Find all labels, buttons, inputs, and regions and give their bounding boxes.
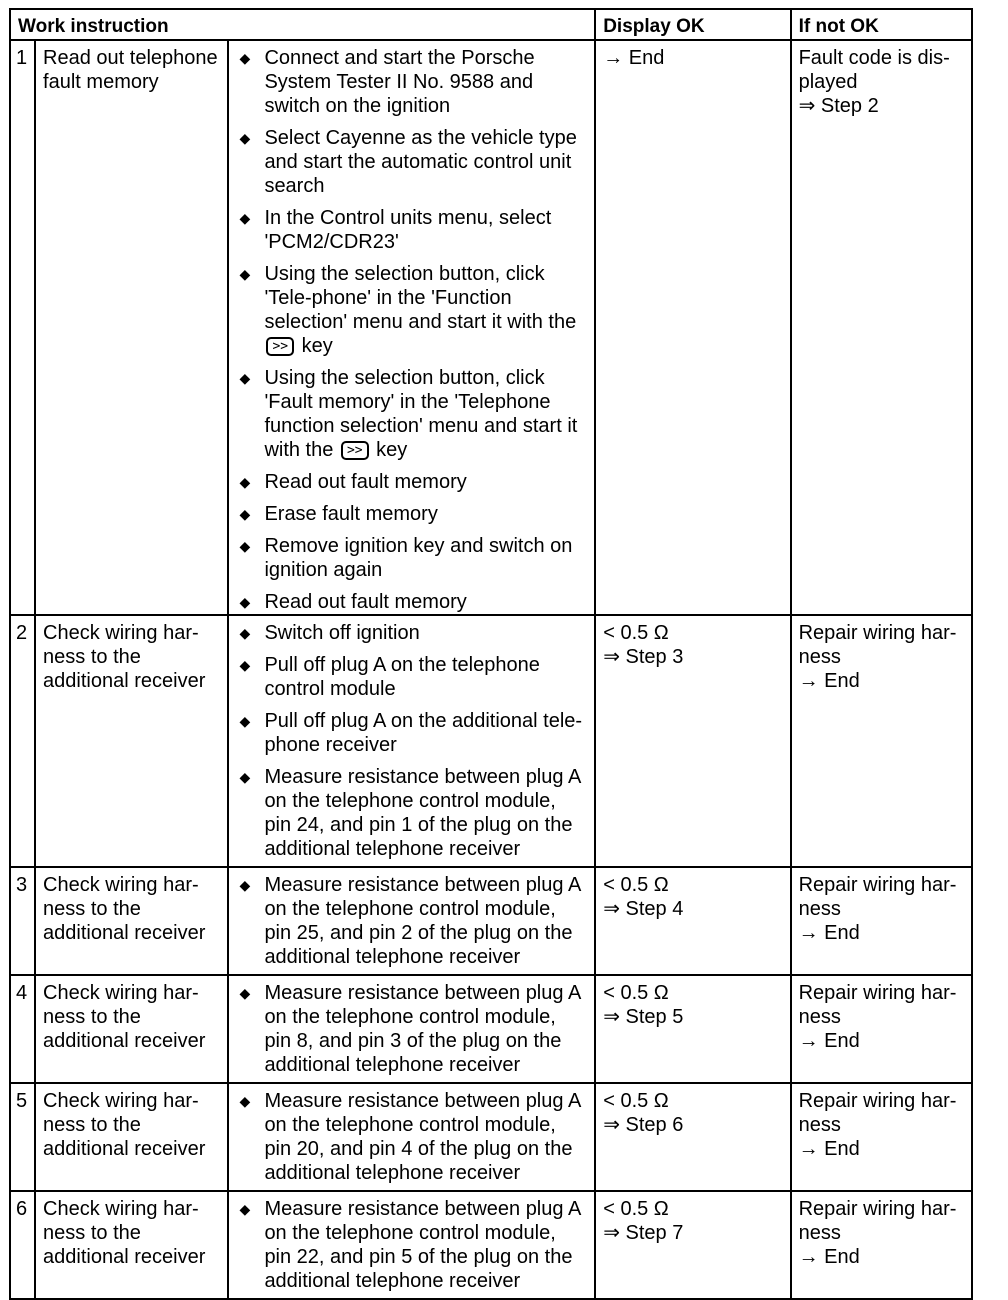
- if-not-ok-cell: Repair wiring har-ness → End: [791, 975, 972, 1083]
- diamond-bullet-icon: ◆: [239, 713, 251, 729]
- list-item: ◆ Read out fault memory: [239, 591, 467, 613]
- list-item: ◆ Select Cayenne as the vehicle type and start the automatic control unit search: [239, 127, 577, 197]
- diamond-bullet-icon: ◆: [239, 538, 251, 554]
- diamond-bullet-icon: ◆: [239, 266, 251, 282]
- if-not-ok-cell: Fault code is dis-played ⇒ Step 2: [791, 40, 972, 615]
- display-ok-cell: < 0.5 Ω ⇒ Step 3: [595, 615, 790, 867]
- step-actions: [228, 615, 595, 867]
- step-title: Check wiring har-ness to the additional receiver: [35, 975, 228, 1083]
- diamond-bullet-icon: ◆: [239, 474, 251, 490]
- table-row: [10, 40, 972, 615]
- diamond-bullet-icon: ◆: [239, 370, 251, 386]
- step-title: Check wiring har-ness to the additional receiver: [35, 1191, 228, 1299]
- step-number: 4: [10, 975, 35, 1083]
- forward-key-icon: >>: [341, 441, 369, 460]
- diamond-bullet-icon: ◆: [239, 130, 251, 146]
- list-item: ◆ Measure resistance between plug A on the telephone control module, pin 22, and pin 5 of the plug on the additional telephone receiver: [239, 1198, 581, 1292]
- list-item: ◆ Measure resistance between plug A on the telephone control module, pin 8, and pin 3 of the plug on the additional telephone receiver: [239, 982, 581, 1076]
- step-number: 2: [10, 615, 35, 867]
- diamond-bullet-icon: ◆: [239, 769, 251, 785]
- step-actions: [228, 867, 595, 975]
- display-ok-cell: < 0.5 Ω ⇒ Step 5: [595, 975, 790, 1083]
- diamond-bullet-icon: ◆: [239, 657, 251, 673]
- display-ok-cell: < 0.5 Ω ⇒ Step 4: [595, 867, 790, 975]
- step-title: Check wiring har-ness to the additional receiver: [35, 867, 228, 975]
- display-ok-cell: < 0.5 Ω ⇒ Step 7: [595, 1191, 790, 1299]
- list-item: ◆ Pull off plug A on the additional tele-phone receiver: [239, 710, 583, 756]
- list-item: ◆ Remove ignition key and switch on ignition again: [239, 535, 573, 581]
- list-item: ◆ Using the selection button, click 'Fault memory' in the 'Telephone function selection' menu and start it with the >> key: [239, 367, 578, 461]
- list-item: ◆ Measure resistance between plug A on the telephone control module, pin 24, and pin 1 of the plug on the additional telephone receiver: [239, 766, 581, 860]
- step-title: Read out telephone fault memory: [35, 40, 228, 615]
- table-row: [10, 1191, 972, 1299]
- list-item: ◆ Erase fault memory: [239, 503, 438, 525]
- diamond-bullet-icon: ◆: [239, 1201, 251, 1217]
- table-row: [10, 1083, 972, 1191]
- list-item: ◆ Read out fault memory: [239, 471, 467, 493]
- list-item: ◆ Measure resistance between plug A on the telephone control module, pin 20, and pin 4 of the plug on the additional telephone receiver: [239, 1090, 581, 1184]
- step-title: Check wiring har-ness to the additional receiver: [35, 1083, 228, 1191]
- diamond-bullet-icon: ◆: [239, 1093, 251, 1109]
- if-not-ok-cell: Repair wiring har-ness → End: [791, 1191, 972, 1299]
- work-instruction-table: [9, 8, 973, 1300]
- forward-key-icon: >>: [266, 337, 294, 356]
- diamond-bullet-icon: ◆: [239, 50, 251, 66]
- step-actions: [228, 40, 595, 615]
- diamond-bullet-icon: ◆: [239, 877, 251, 893]
- header-if-not-ok: If not OK: [791, 9, 972, 40]
- diamond-bullet-icon: ◆: [239, 506, 251, 522]
- header-display-ok: Display OK: [595, 9, 790, 40]
- diamond-bullet-icon: ◆: [239, 625, 251, 641]
- step-number: 5: [10, 1083, 35, 1191]
- diamond-bullet-icon: ◆: [239, 594, 251, 610]
- list-item: ◆ Connect and start the Porsche System Tester II No. 9588 and switch on the ignition: [239, 47, 535, 117]
- display-ok-cell: < 0.5 Ω ⇒ Step 6: [595, 1083, 790, 1191]
- step-number: 3: [10, 867, 35, 975]
- step-number: 1: [10, 40, 35, 615]
- if-not-ok-cell: Repair wiring har-ness → End: [791, 615, 972, 867]
- list-item: ◆ Using the selection button, click 'Tele-phone' in the 'Function selection' menu and start it with the >> key: [239, 263, 577, 357]
- list-item: ◆ In the Control units menu, select 'PCM2/CDR23': [239, 207, 552, 253]
- header-row: [10, 9, 972, 40]
- if-not-ok-cell: Repair wiring har-ness → End: [791, 1083, 972, 1191]
- header-work-instruction: Work instruction: [10, 9, 595, 40]
- step-number: 6: [10, 1191, 35, 1299]
- table-row: [10, 615, 972, 867]
- step-actions: [228, 1083, 595, 1191]
- display-ok-cell: → End: [595, 40, 790, 615]
- step-title: Check wiring har-ness to the additional receiver: [35, 615, 228, 867]
- step-actions: [228, 1191, 595, 1299]
- list-item: ◆ Pull off plug A on the telephone control module: [239, 654, 540, 700]
- table-row: [10, 975, 972, 1083]
- list-item: ◆ Switch off ignition: [239, 622, 420, 644]
- if-not-ok-cell: Repair wiring har-ness → End: [791, 867, 972, 975]
- diamond-bullet-icon: ◆: [239, 985, 251, 1001]
- table-row: [10, 867, 972, 975]
- list-item: ◆ Measure resistance between plug A on the telephone control module, pin 25, and pin 2 of the plug on the additional telephone receiver: [239, 874, 581, 968]
- step-actions: [228, 975, 595, 1083]
- diamond-bullet-icon: ◆: [239, 210, 251, 226]
